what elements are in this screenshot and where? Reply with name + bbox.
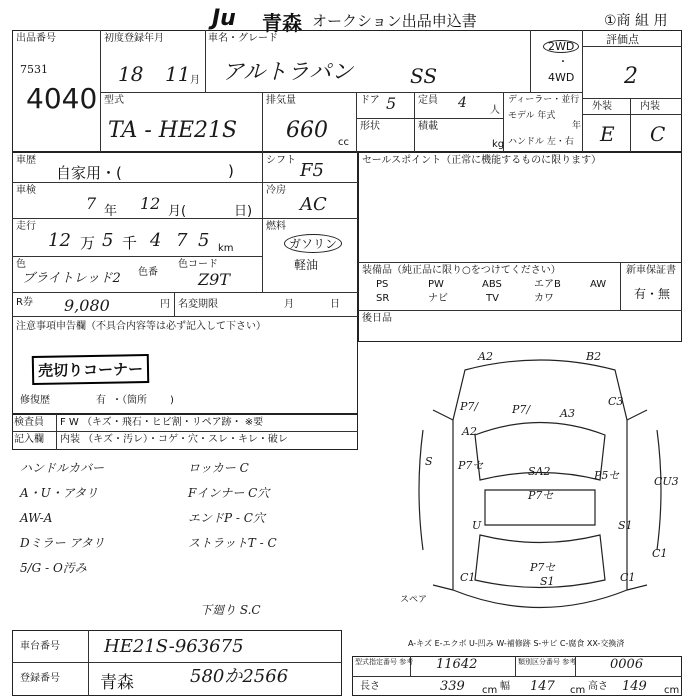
recycle-label: R券 (16, 297, 33, 308)
inspection-year: 7 (86, 194, 97, 213)
diagram-mark-4: P7/ (512, 403, 531, 416)
int-label: 内装 (640, 101, 660, 112)
shape-label: 形状 (360, 121, 380, 132)
color-value: ブライトレッド2 (22, 271, 121, 286)
inspection-label: 車検 (16, 185, 36, 196)
dealer-label: ディーラー・並行 (508, 95, 580, 105)
mileage-unit: km (218, 243, 234, 254)
check-row2-items: 内装 （キズ・汚レ）・コゲ・穴・スレ・キレ・破レ (60, 434, 288, 445)
expire-label: 名変期限 (178, 299, 218, 310)
spec-label: 型式指定番号 参考 (355, 658, 414, 666)
model-value: TA - HE21S (108, 118, 238, 143)
diagram-mark-8: S (425, 455, 433, 468)
plate-label: 登録番号 (20, 673, 60, 684)
equip-ps: PS (376, 279, 389, 290)
width-value: 147 (530, 679, 555, 694)
diagram-mark-2: B2 (586, 350, 602, 363)
spec-value: 11642 (436, 657, 478, 672)
model-year-label: モデル 年式 (508, 111, 556, 121)
right-note-5: 下廻り S.C (200, 603, 261, 617)
capacity-value: 4 (458, 95, 467, 111)
diagram-mark-14: S1 (618, 519, 633, 532)
notes-stamp: 売切りコーナー (32, 354, 150, 385)
colorcode-value: Z9T (198, 270, 230, 289)
inspection-day-unit: 日) (234, 204, 253, 219)
colorcode-label: 色コード (178, 259, 218, 270)
height-value: 149 (622, 679, 647, 694)
fuel-label: 燃料 (266, 221, 286, 232)
mileage-label: 走行 (16, 221, 36, 232)
warranty-value: 有・無 (634, 287, 671, 301)
height-label: 高さ (588, 681, 608, 692)
diagram-mark-10: SA2 (528, 465, 551, 478)
recycle-unit: 円 (160, 299, 170, 310)
repair-label: 修復歴 (20, 395, 50, 406)
car-name-value: アルトラパン (222, 60, 354, 85)
shift-value: F5 (300, 160, 324, 181)
width-unit: cm (570, 685, 586, 696)
warranty-label: 新車保証書 (626, 265, 676, 276)
diagram-mark-18: S1 (540, 575, 555, 588)
inspection-month-unit: 月( (168, 204, 187, 219)
ext-label: 外装 (592, 101, 612, 112)
handle-label: ハンドル 左・右 (508, 137, 574, 147)
ac-label: 冷房 (266, 185, 286, 196)
header-logo: Ju (212, 6, 236, 31)
width-label: 幅 (500, 681, 510, 692)
fuel-diesel: 軽油 (294, 258, 319, 272)
mileage-d3: 4 (150, 230, 162, 251)
equip-abs: ABS (482, 279, 502, 290)
car-grade: SS (410, 64, 438, 88)
length-unit: cm (482, 685, 498, 696)
equip-pw: PW (428, 279, 444, 290)
capacity-label: 定員 (418, 95, 438, 106)
displacement-unit: cc (338, 137, 349, 148)
cat-value: 0006 (610, 657, 644, 672)
displacement-value: 660 (286, 118, 328, 143)
right-note-2: Fインナー C穴 (188, 486, 270, 500)
left-note-3: AW-A (20, 511, 53, 525)
check-row1-items: F W （キズ・飛石・ヒビ割・リペア跡・ ※要 (60, 417, 264, 428)
check-row2-label: 記入欄 (14, 434, 44, 445)
check-row1-label: 検査員 (14, 417, 44, 428)
sales-point-label: セールスポイント（正常に機能するものに限ります） (362, 155, 602, 166)
mileage-u1: 万 (80, 234, 96, 252)
doors-value: 5 (386, 94, 397, 113)
doors-label: ドア (360, 95, 380, 106)
history-close: ) (228, 162, 234, 180)
first-reg-month: 11 (165, 62, 191, 86)
diagram-mark-17: P7セ (530, 561, 556, 574)
diagram-mark-20: C1 (620, 571, 636, 584)
ac-value: AC (300, 194, 327, 215)
first-reg-year: 18 (118, 62, 144, 86)
length-value: 339 (440, 679, 465, 694)
inspection-year-unit: 年 (104, 204, 118, 219)
chassis-value: HE21S-963675 (104, 636, 244, 657)
chassis-label: 車台番号 (20, 641, 60, 652)
displacement-label: 排気量 (266, 95, 296, 106)
plate-region: 青森 (100, 673, 134, 693)
model-label: 型式 (104, 95, 124, 106)
cat-label: 類別区分番号 参考 (518, 658, 577, 666)
left-note-5: 5/G - O汚み (20, 561, 87, 575)
diagram-mark-15: CU3 (654, 475, 679, 488)
expire-day: 日 (330, 299, 340, 310)
lot-small-no: 7531 (20, 63, 48, 76)
equip-sr: SR (376, 293, 390, 304)
fuel-gasoline: ガソリン (284, 234, 342, 253)
diagram-mark-16: C1 (652, 547, 668, 560)
diagram-mark-13: U (472, 519, 482, 532)
mileage-d5: 5 (198, 230, 210, 251)
equip-tv: TV (486, 293, 499, 304)
shift-label: シフト (266, 155, 296, 166)
damage-legend: A-キズ E-エクボ U-凹み W-補修跡 S-サビ C-腐食 XX-交換済 (408, 639, 625, 648)
height-unit: cm (664, 685, 680, 696)
diagram-mark-12: P7セ (528, 489, 554, 502)
rating-label: 評価点 (606, 33, 639, 46)
inspection-month: 12 (140, 194, 161, 213)
repair-close: ) (170, 395, 174, 406)
first-reg-month-unit: 月 (190, 75, 200, 86)
mileage-d1: 12 (48, 230, 71, 251)
equip-leather: カワ (534, 293, 554, 304)
repair-place: ・（箇所 (112, 395, 147, 406)
equip-aw: AW (590, 279, 607, 290)
left-note-4: Dミラー アタリ (20, 536, 105, 550)
int-value: C (650, 122, 666, 146)
header-title: オークション出品申込書 (312, 12, 477, 30)
notes-label: 注意事項申告欄（不具合内容等は必ず記入して下さい） (16, 321, 266, 332)
header-org: 青森 (262, 11, 302, 35)
left-note-1: ハンドルカバー (20, 461, 105, 475)
diagram-mark-1: A2 (478, 350, 493, 363)
mileage-d2: 5 (102, 230, 114, 251)
drive-4wd: 4WD (548, 71, 575, 84)
diagram-mark-5: A3 (560, 407, 575, 420)
plate-value: 580か2566 (190, 666, 289, 687)
drive-2wd: 2WD (543, 40, 579, 53)
recycle-value: 9,080 (64, 296, 110, 315)
rating-value: 2 (624, 64, 638, 89)
diagram-mark-9: P7セ (458, 459, 484, 472)
later-label: 後日品 (362, 313, 392, 324)
diagram-mark-19: C1 (460, 571, 476, 584)
spare-label: スペア (400, 595, 428, 605)
ext-value: E (600, 122, 615, 146)
repair-value: 有 (96, 395, 106, 406)
equipment-label: 装備品（純正品に限り○をつけてください） (362, 265, 561, 276)
diagram-mark-11: P5セ (594, 469, 620, 482)
first-reg-label: 初度登録年月 (104, 33, 164, 44)
lot-label: 出品番号 (16, 33, 56, 44)
color-code-label: 色番 (138, 267, 158, 278)
diagram-mark-6: C3 (608, 395, 624, 408)
right-note-1: ロッカー C (188, 461, 249, 475)
color-label: 色 (16, 259, 26, 270)
load-label: 積載 (418, 121, 438, 132)
model-year-unit: 年 (572, 121, 582, 131)
diagram-mark-3: P7/ (460, 400, 479, 413)
history-value: 自家用・( (56, 164, 122, 182)
length-label: 長さ (360, 681, 380, 692)
equip-navi: ナビ (428, 293, 448, 304)
load-unit: kg (492, 139, 505, 150)
capacity-unit: 人 (490, 105, 500, 116)
expire-month: 月 (284, 299, 294, 310)
drive-dot: ・ (558, 57, 568, 68)
equip-airbag: エアB (534, 279, 561, 290)
right-note-4: ストラットT - C (188, 536, 277, 550)
copy-label: ①商 組 用 (604, 13, 668, 29)
diagram-mark-7: A2 (462, 425, 477, 438)
lot-number: 4040 (26, 82, 98, 115)
left-note-2: A・U・アタリ (20, 486, 98, 500)
car-name-label: 車名・グレード (208, 33, 278, 44)
mileage-d4: 7 (176, 230, 188, 251)
history-label: 車歴 (16, 155, 36, 166)
sales-block (358, 152, 682, 342)
mileage-u2: 千 (122, 234, 138, 252)
right-note-3: エンドP - C穴 (188, 511, 265, 525)
